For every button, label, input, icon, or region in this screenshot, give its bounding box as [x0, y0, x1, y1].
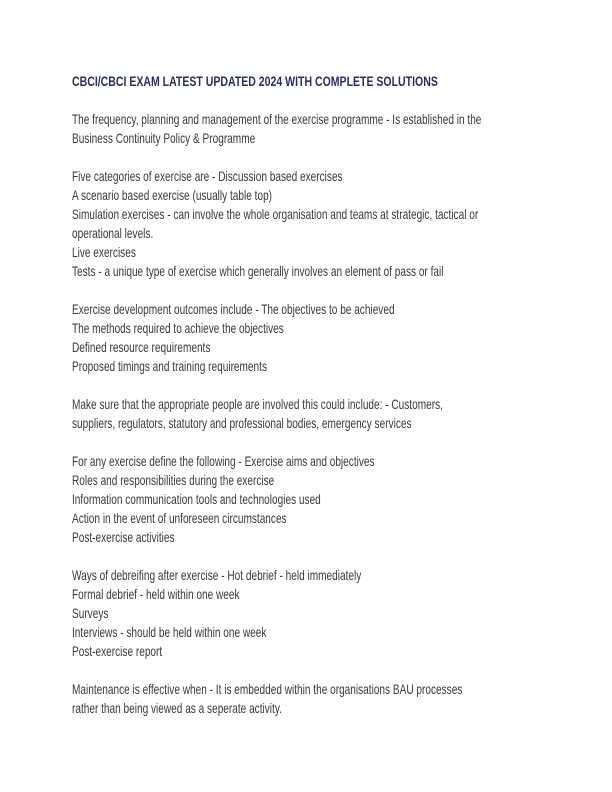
text-line: Live exercises [72, 244, 136, 260]
text-line: Maintenance is effective when - It is embedded within the organisations BAU processes [72, 681, 463, 697]
text-line: Exercise development outcomes include - The objectives to be achieved [72, 301, 395, 317]
text-line: Proposed timings and training requirements [72, 358, 267, 374]
paragraph-exercise-categories [72, 167, 552, 281]
text-line: Five categories of exercise are - Discussion based exercises [72, 168, 343, 184]
text-line: Information communication tools and technologies used [72, 491, 321, 507]
document-page [72, 72, 552, 737]
paragraph-define-following [72, 452, 552, 547]
text-line: The frequency, planning and management of the exercise programme - Is established in the [72, 111, 482, 127]
text-line: The methods required to achieve the objectives [72, 320, 284, 336]
text-line: Interviews - should be held within one week [72, 624, 267, 640]
text-line: Surveys [72, 605, 109, 621]
text-line: operational levels. [72, 225, 154, 241]
paragraph-debriefing [72, 566, 552, 661]
text-line: Simulation exercises - can involve the whole organisation and teams at strategic, tactical or [72, 206, 479, 222]
text-line: Ways of debreifing after exercise - Hot debrief - held immediately [72, 567, 362, 583]
text-line: Roles and responsibilities during the exercise [72, 472, 275, 488]
text-line: Tests - a unique type of exercise which generally involves an element of pass or fail [72, 263, 444, 279]
text-line: Post-exercise report [72, 643, 163, 659]
text-line: For any exercise define the following - Exercise aims and objectives [72, 453, 375, 469]
text-line: Post-exercise activities [72, 529, 175, 545]
document-title: CBCI/CBCI EXAM LATEST UPDATED 2024 WITH COMPLETE SOLUTIONS [72, 74, 438, 89]
text-line: suppliers, regulators, statutory and professional bodies, emergency services [72, 415, 412, 431]
text-line: Defined resource requirements [72, 339, 211, 355]
text-line: Business Continuity Policy & Programme [72, 130, 256, 146]
text-line: A scenario based exercise (usually table top) [72, 187, 273, 203]
text-line: rather than being viewed as a seperate activity. [72, 700, 282, 716]
text-line: Make sure that the appropriate people are involved this could include: - Customers, [72, 396, 443, 412]
text-line: Formal debrief - held within one week [72, 586, 240, 602]
text-line: Action in the event of unforeseen circumstances [72, 510, 287, 526]
paragraph-exercise-programme [72, 110, 552, 148]
paragraph-development-outcomes [72, 300, 552, 376]
paragraph-appropriate-people [72, 395, 552, 433]
paragraph-maintenance [72, 680, 552, 718]
